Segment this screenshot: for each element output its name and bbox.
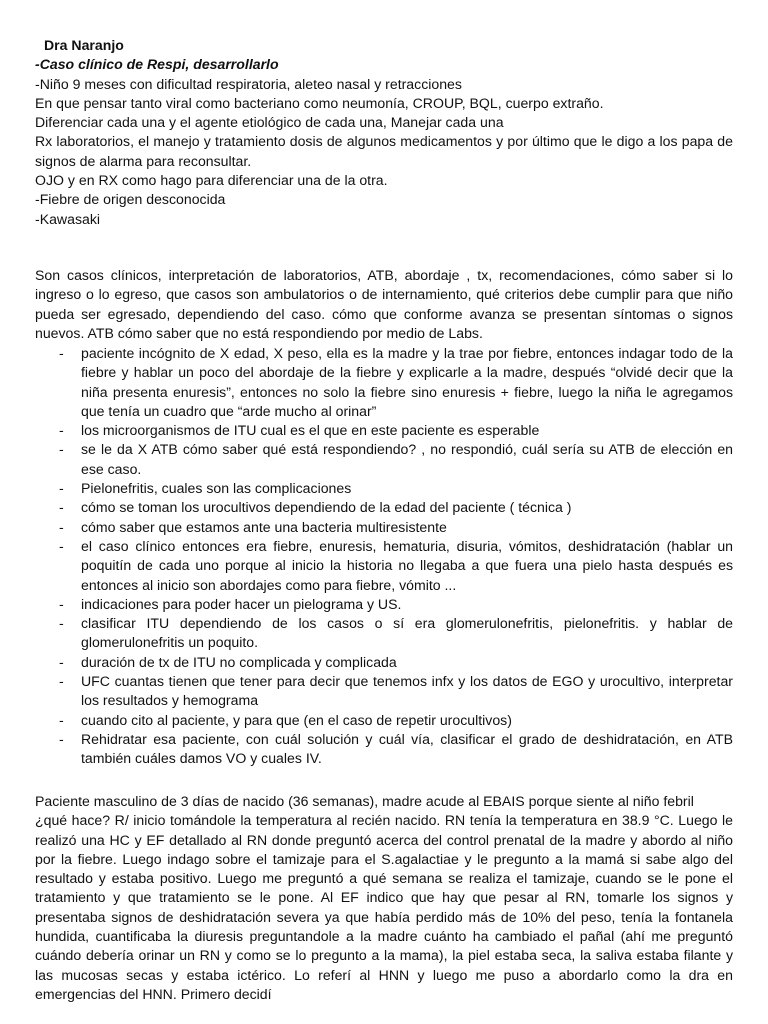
list-item: - los microorganismos de ITU cual es el que en este paciente es esperable [35, 421, 733, 440]
intro-line: En que pensar tanto viral como bacteriano como neumonía, CROUP, BQL, cuerpo extraño. [35, 94, 604, 111]
list-item: - cuando cito al paciente, y para que (en el caso de repetir urocultivos) [35, 711, 733, 730]
dash-bullet-icon: - [59, 730, 64, 747]
list-item: - clasificar ITU dependiendo de los casos o sí era glomerulonefritis, pielonefritis. y hablar de glomerulonefritis un poquito. [59, 615, 733, 651]
respi-case-section [35, 36, 733, 229]
dash-bullet-icon: - [59, 422, 64, 439]
doc-title: Dra Naranjo [44, 37, 124, 53]
intro-line: -Fiebre de origen desconocida [35, 191, 226, 208]
doc-subtitle: -Caso clínico de Respi, desarrollarlo [35, 56, 279, 73]
neonatal-case-heading: Paciente masculino de 3 días de nacido (36 semanas), madre acude al EBAIS porque siente al niño febril [35, 793, 694, 809]
list-item: - cómo se toman los urocultivos dependiendo de la edad del paciente ( técnica ) [35, 498, 733, 517]
neonatal-case-body: ¿qué hace? R/ inicio tomándole la temperatura al recién nacido. RN tenía la temperatura en 38.9 °C. Luego le realizó una HC y EF detallado al RN donde preguntó acerca del control prenatal de la madre y abordo al niño por la fiebre. Luego indago sobre el tamizaje para el S.agalactiae y le pregunto a la mamá si sabe algo del resultado y estaba positivo. Luego me preguntó a qué semana se realiza el tamizaje, cuando se le pone el tratamiento y que tratamiento se le pone. Al EF indico que hay que pesar al RN, tomarle los signos y presentaba signos de deshidratación severa ya que había perdido más de 10% del peso, tenía la fontanela hundida, cuantificaba la diuresis preguntandole a la madre cuánto ha cambiado el pañal (ahí me preguntó cuándo debería orinar un RN y como se lo pregunto a la mama), la piel estaba seca, la saliva estaba filante y las mucosas secas y estaba ictérico. Lo referí al HNN y luego me puso a abordarlo como la dra en emergencias del HNN. Primero decidí [35, 812, 733, 1002]
neonatal-case-section [35, 792, 733, 1004]
itu-topics-list [35, 344, 733, 769]
list-item: - UFC cuantas tienen que tener para decir que tenemos infx y los datos de EGO y urocultivo, interpretar los resultados y hemograma [59, 673, 733, 709]
dash-bullet-icon: - [59, 499, 64, 516]
dash-bullet-icon: - [59, 441, 64, 458]
intro-line: OJO y en RX como hago para diferenciar una de la otra. [35, 172, 388, 189]
dash-bullet-icon: - [59, 615, 64, 632]
dash-bullet-icon: - [59, 518, 64, 535]
dash-bullet-icon: - [59, 480, 64, 497]
intro-line: -Kawasaki [35, 210, 101, 227]
list-item: - se le da X ATB cómo saber qué está respondiendo? , no respondió, cuál sería su ATB de elección en ese caso. [59, 441, 733, 477]
list-item: - indicaciones para poder hacer un pielograma y US. [35, 595, 733, 614]
intro-line: Diferenciar cada una y el agente etiológico de cada una, Manejar cada una [35, 114, 504, 131]
list-item: - cómo saber que estamos ante una bacteria multiresistente [35, 518, 733, 537]
list-item: - el caso clínico entonces era fiebre, enuresis, hematuria, disuria, vómitos, deshidratación (hablar un poquitín de cada uno porque al inicio la historia no llegaba a que fuera una pielo hasta después es entonces al inicio son abordajes como para fiebre, vómito ... [59, 537, 733, 593]
itu-cases-intro-paragraph: Son casos clínicos, interpretación de laboratorios, ATB, abordaje , tx, recomendaciones, cómo saber si lo ingreso o lo egreso, que casos son ambulatorios o de internamiento, qué criterios debe cumplir para que niño pueda ser egresado, dependiendo del caso. cómo que conforme avanza se presentan síntomas o signos nuevos. ATB cómo saber que no está respondiendo por medio de Labs. [35, 267, 733, 341]
list-item: - paciente incógnito de X edad, X peso, ella es la madre y la trae por fiebre, entonces indagar todo de la fiebre y hablar un poco del abordaje de la fiebre y explicarle a la madre, después “olvidé decir que la niña presenta enuresis”, entonces no solo la fiebre sino enuresis + fiebre, luego la niña le agregamos que tenía un cuadro que “arde mucho al orinar” [59, 345, 733, 419]
dash-bullet-icon: - [59, 595, 64, 612]
intro-line: Rx laboratorios, el manejo y tratamiento dosis de algunos medicamentos y por último que le digo a los papa de signos de alarma para reconsultar. [35, 133, 733, 169]
dash-bullet-icon: - [59, 537, 64, 554]
list-item: - duración de tx de ITU no complicada y complicada [35, 653, 733, 672]
intro-line: -Niño 9 meses con dificultad respiratoria, aleteo nasal y retracciones [35, 75, 462, 92]
dash-bullet-icon: - [59, 673, 64, 690]
list-item: - Pielonefritis, cuales son las complicaciones [35, 479, 733, 498]
dash-bullet-icon: - [59, 653, 64, 670]
dash-bullet-icon: - [59, 345, 64, 361]
dash-bullet-icon: - [59, 711, 64, 728]
list-item: - Rehidratar esa paciente, con cuál solución y cuál vía, clasificar el grado de deshidratación, en ATB también cuáles damos VO y cuales IV. [59, 730, 733, 767]
